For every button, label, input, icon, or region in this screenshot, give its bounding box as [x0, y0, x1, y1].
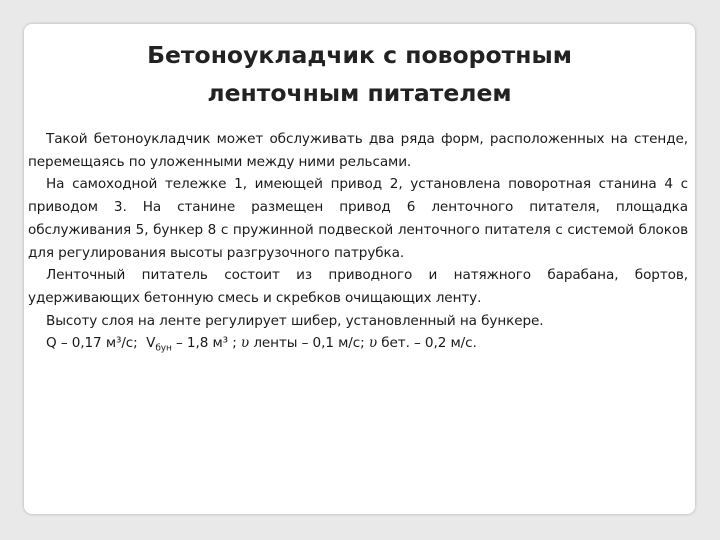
formula-q: Q – 0,17 м³/с;	[46, 335, 138, 352]
formula-speed1-symbol: υ	[240, 335, 250, 352]
formula-speed1-text: ленты – 0,1 м/с;	[249, 335, 365, 352]
formula-v-subscript: бун	[155, 344, 172, 355]
paragraph-4: Высоту слоя на ленте регулирует шибер, установленный на бункере.	[46, 312, 544, 329]
slide-panel	[24, 24, 695, 514]
formula-line	[28, 332, 688, 360]
formula-v-letter: V	[146, 335, 156, 352]
paragraph-2: На самоходной тележке 1, имеющей привод 2, установлена поворотная станина 4 с приводом 3. На станине размещен привод 6 ленточного питателя, площадка обслуживания 5, бункер 8 с пружинной подвеской ленточного питателя с системой блоков для регулирования высоты разгрузочного патрубка.	[28, 176, 688, 261]
paragraph-1: Такой бетоноукладчик может обслуживать два ряда форм, расположенных на стенде, перемещаясь по уложенными между ними рельсами.	[28, 131, 688, 170]
formula-speed2-text: бет. – 0,2 м/с.	[376, 335, 477, 352]
title-line-2: ленточным питателем	[207, 79, 512, 107]
slide-title	[24, 36, 695, 112]
title-line-1: Бетоноукладчик с поворотным	[147, 41, 572, 69]
paragraph-3: Ленточный питатель состоит из приводного и натяжного барабана, бортов, удерживающих бетонную смесь и скребков очищающих ленту.	[28, 267, 688, 306]
formula-speed2-symbol: υ	[368, 335, 377, 352]
formula-v-value: – 1,8 м³ ;	[171, 335, 237, 352]
slide-body	[28, 128, 688, 361]
